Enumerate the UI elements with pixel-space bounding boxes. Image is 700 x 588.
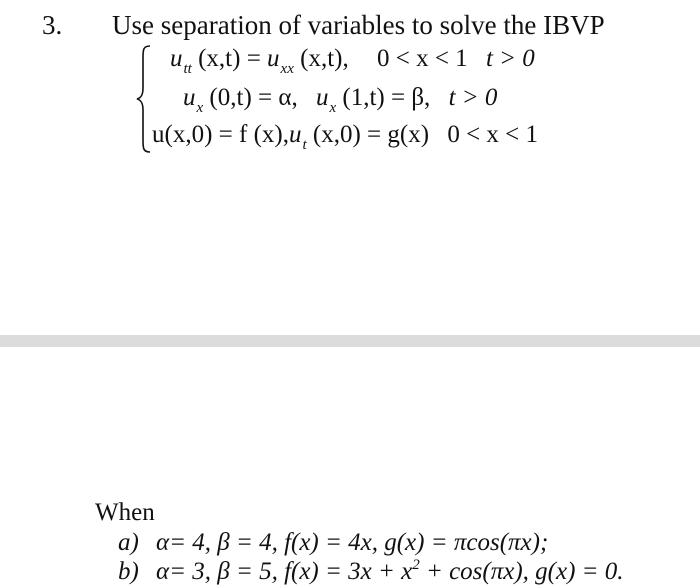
problem-number: 3. [42, 10, 63, 40]
equation-wave: $u_{tt}$ $(x,t) = u_{xx}$ (x,t), 0 < x < 1 t > 0 [170, 45, 535, 77]
when-label: When [95, 499, 155, 526]
case-a-label: a) [118, 529, 139, 556]
case-a [118, 529, 548, 557]
problem-heading: Use separation of variables to solve the IBVP [112, 10, 605, 40]
section-divider [0, 335, 700, 347]
equation-initial: u(x,0) = f $(x),u_t$ (x,0) = g(x) 0 < x < 1 [152, 121, 539, 153]
case-b: b) α= 3, β = 5, $f(x) = 3x + x^2 + \cos(\pi x)$, g(x) = 0. [118, 557, 624, 585]
domain-t-2: t > 0 [448, 84, 498, 111]
case-b-label: b) [118, 558, 139, 585]
domain-x-1: 0 < x < 1 [376, 45, 468, 72]
case-a-text: α= 4, β = 4, f(x) = 4x, g(x) = πcos(πx); [156, 529, 549, 556]
domain-x-3: 0 < x < 1 [447, 121, 539, 148]
domain-t-1: t > 0 [485, 45, 535, 72]
equation-boundary: $u_x$ (0,t) = α, $u_x$ (1,t) = β, t > 0 [183, 84, 498, 116]
